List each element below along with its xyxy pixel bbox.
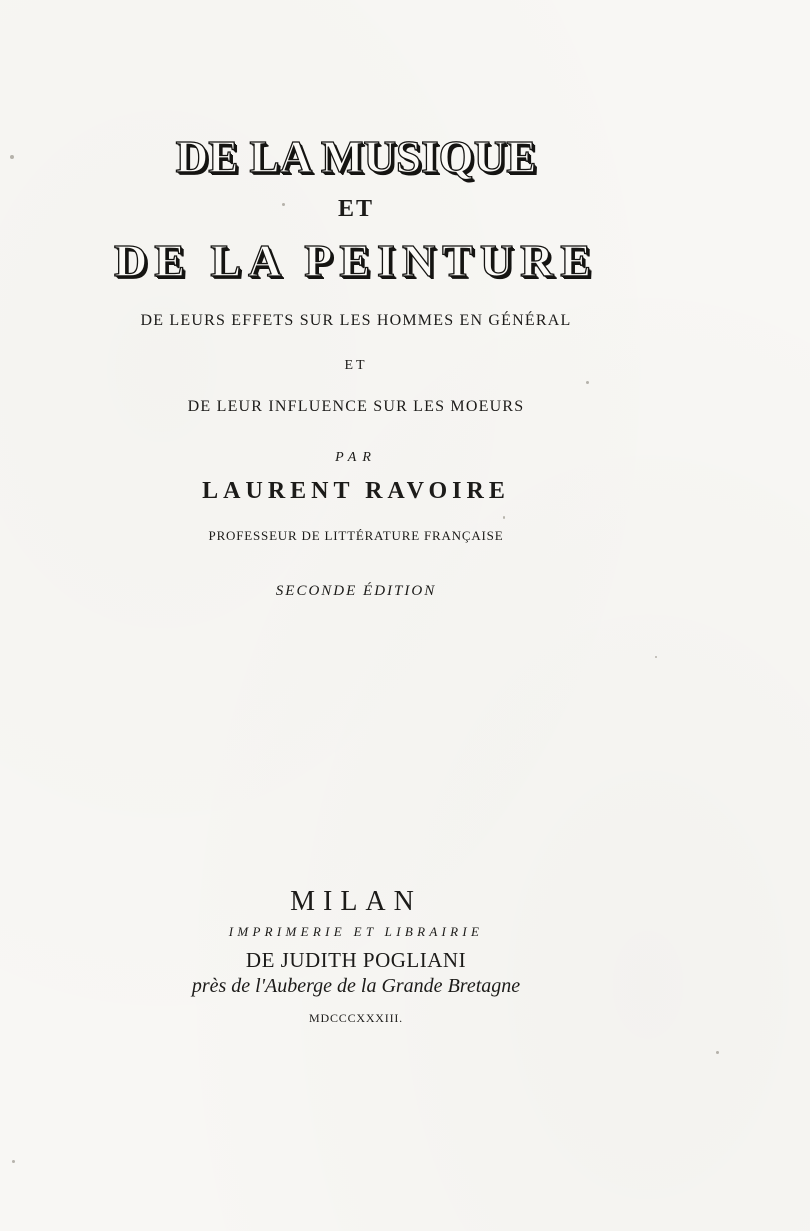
imprint-address: près de l'Auberge de la Grande Bretagne [191, 975, 521, 997]
imprint-printer: DE JUDITH POGLIANI [245, 948, 467, 972]
imprint-house: IMPRIMERIE ET LIBRAIRIE [228, 924, 484, 939]
subtitle-line-2: DE LEUR INFLUENCE SUR LES MOEURS [187, 398, 525, 415]
by-label: PAR [335, 450, 377, 465]
subtitle-line-1: DE LEURS EFFETS SUR LES HOMMES EN GÉNÉRAL [140, 312, 572, 329]
subtitle-conjunction: ET [344, 358, 368, 373]
paper-speck [655, 656, 657, 658]
paper-speck [282, 203, 285, 206]
imprint-city: MILAN [290, 886, 422, 917]
title-conjunction: ET [337, 196, 374, 222]
title-line-2: DE LA PEINTURE [114, 235, 598, 286]
author-profession: PROFESSEUR DE LITTÉRATURE FRANÇAISE [208, 528, 504, 543]
paper-speck [12, 1160, 15, 1163]
title-line-1: DE LA MUSIQUE [175, 131, 537, 182]
paper-speck [716, 1051, 719, 1054]
paper-speck [10, 155, 14, 159]
imprint-year: MDCCCXXXIII. [309, 1011, 403, 1025]
paper-speck [503, 516, 505, 519]
author-name: LAURENT RAVOIRE [202, 478, 510, 504]
paper-speck [586, 381, 589, 384]
edition-label: SECONDE ÉDITION [275, 583, 437, 599]
